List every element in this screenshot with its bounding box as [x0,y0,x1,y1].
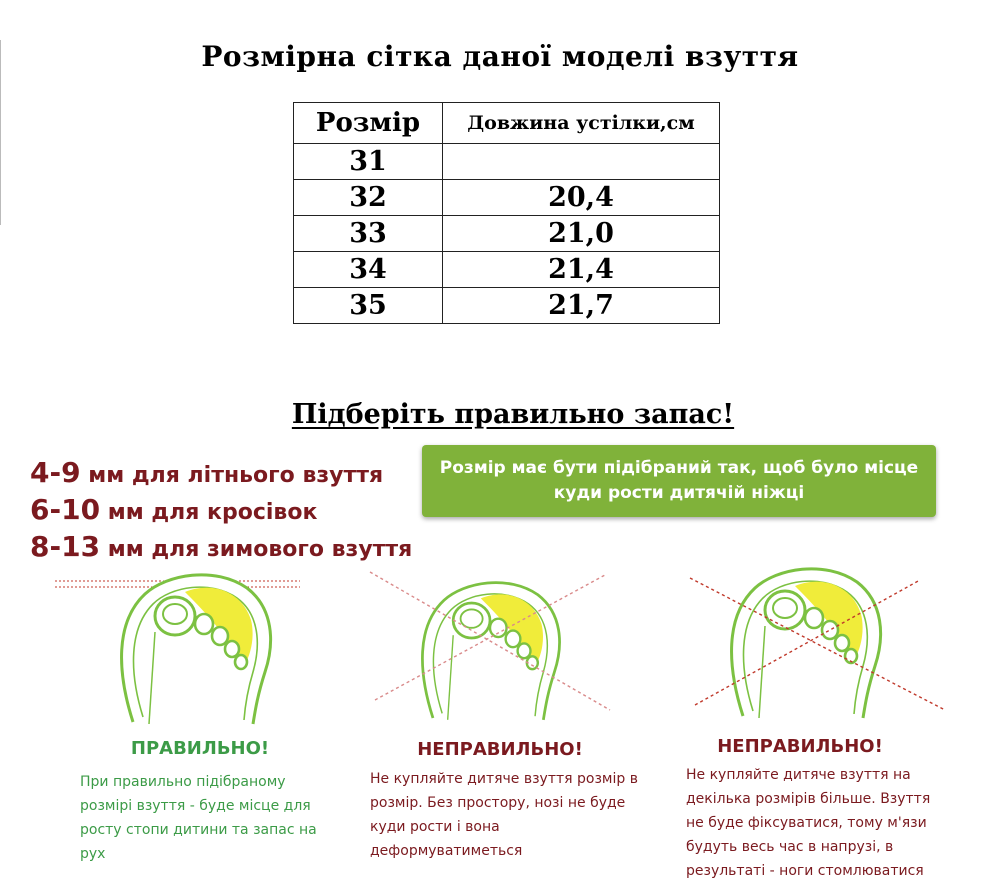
table-row [294,288,720,324]
table-row [294,216,720,252]
allowance-range: 6-10 [30,493,101,526]
description-wrong-small: Не купляйте дитяче взуття розмір в розмір. Без простору, нозі не буде куди рости і вона деформуватиметься [370,771,638,859]
allowance-text: мм для літнього взуття [80,463,384,488]
size-cell: 34 [294,252,443,288]
size-cell: 33 [294,216,443,252]
length-cell: 21,4 [443,252,720,288]
foot-correct-icon [122,575,271,724]
length-cell: 21,0 [443,216,720,252]
size-table [293,102,720,324]
length-cell: 20,4 [443,180,720,216]
size-cell: 31 [294,144,443,180]
allowance-range: 4-9 [30,456,81,489]
table-row [294,144,720,180]
foot-too-small-icon [422,583,559,720]
verdict-wrong-big: НЕПРАВИЛЬНО! [717,736,883,757]
length-cell: 21,7 [443,288,720,324]
allowance-item [30,456,412,493]
allowance-text: мм для зимового взуття [100,537,413,562]
size-cell: 32 [294,180,443,216]
allowance-text: мм для кросівок [100,500,318,525]
allowance-item [30,493,412,530]
page-title: Розмірна сітка даної моделі взуття [201,40,799,73]
note-text: Розмір має бути підібраний так, щоб було місце куди рости дитячій ніжці [439,458,919,503]
length-cell [443,144,720,180]
foot-illustrations [0,560,1000,725]
section-subtitle: Підберіть правильно запас! [291,399,735,430]
note-box [422,445,936,517]
description-wrong-big: Не купляйте дитяче взуття на декілька розмірів більше. Взуття не буде фіксуватися, тому м'язи будуть весь час в напрузі, в результаті - ноги стомлюватися [686,767,931,879]
verdict-correct: ПРАВИЛЬНО! [130,738,270,759]
description-correct: При правильно підібраному розмірі взуття - буде місце для росту стопи дитини та запас на рух [80,774,317,862]
table-row [294,252,720,288]
size-cell: 35 [294,288,443,324]
allowance-range: 8-13 [30,530,101,563]
header-size: Розмір [294,103,443,144]
verdict-wrong-small: НЕПРАВИЛЬНО! [417,739,583,760]
table-row [294,180,720,216]
table-header-row [294,103,720,144]
header-length: Довжина устілки,см [443,103,720,144]
allowance-list [30,456,412,567]
